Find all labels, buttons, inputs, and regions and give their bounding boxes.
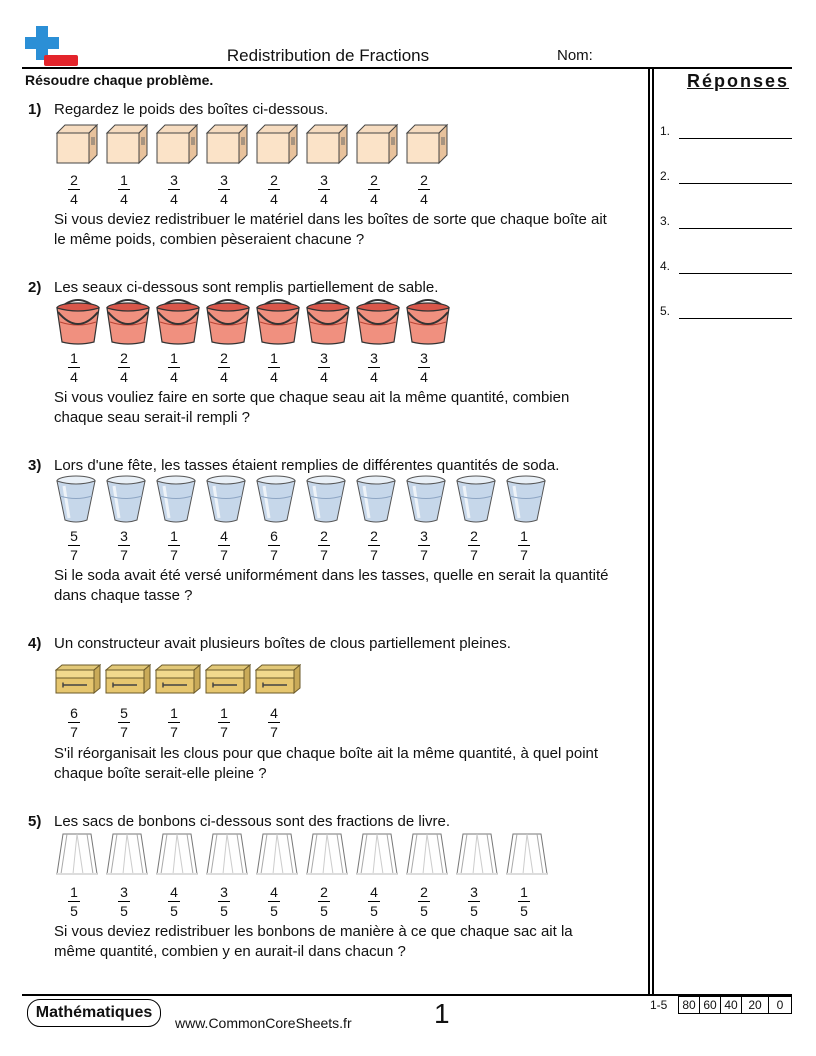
problem-question: Si vous deviez redistribuer les bonbons de manière à ce que chaque sac ait la: [54, 923, 573, 940]
cup-icon: [55, 474, 97, 529]
fraction: [209, 172, 239, 207]
fraction: [509, 528, 539, 563]
fraction-denominator: 4: [220, 191, 228, 207]
cup-icon: [105, 474, 147, 529]
bucket-icon: [305, 296, 351, 351]
candy-bag-icon: [405, 832, 449, 883]
fraction-numerator: 2: [270, 172, 278, 188]
answer-field-5[interactable]: [679, 318, 792, 319]
fraction-denominator: 4: [270, 369, 278, 385]
fraction-bar: [218, 189, 230, 190]
fraction-bar: [418, 901, 430, 902]
cup-icon: [255, 474, 297, 529]
answer-number: 1.: [660, 124, 671, 138]
answer-field-1[interactable]: [679, 138, 792, 139]
fraction-bar: [118, 901, 130, 902]
fraction-denominator: 4: [370, 369, 378, 385]
fraction-numerator: 2: [420, 172, 428, 188]
fraction-bar: [268, 722, 280, 723]
fraction-numerator: 4: [370, 884, 378, 900]
fraction-bar: [218, 545, 230, 546]
nail-box-icon: [255, 664, 301, 699]
fraction-denominator: 4: [420, 191, 428, 207]
cup-icon: [205, 474, 247, 529]
cardboard-box-icon: [105, 123, 149, 170]
bucket-icon: [405, 296, 451, 351]
fraction: [209, 350, 239, 385]
bucket-icon: [205, 296, 251, 351]
bucket-icon: [105, 296, 151, 351]
fraction-bar: [218, 901, 230, 902]
cardboard-box-icon: [55, 123, 99, 170]
problem-question: Si vous deviez redistribuer le matériel dans les boîtes de sorte que chaque boîte ait: [54, 211, 607, 228]
fraction-numerator: 1: [170, 350, 178, 366]
cup-icon: [505, 474, 547, 529]
fraction-bar: [418, 189, 430, 190]
fraction-denominator: 7: [520, 547, 528, 563]
fraction-denominator: 7: [470, 547, 478, 563]
fraction-bar: [318, 901, 330, 902]
nail-box-icon: [105, 664, 151, 699]
fraction: [109, 350, 139, 385]
fraction-bar: [118, 189, 130, 190]
candy-bag-icon: [55, 832, 99, 883]
nail-box-icon: [55, 664, 101, 699]
website-link[interactable]: www.CommonCoreSheets.fr: [175, 1015, 352, 1031]
fraction-bar: [518, 545, 530, 546]
fraction-denominator: 7: [120, 547, 128, 563]
fraction: [259, 884, 289, 919]
fraction: [259, 172, 289, 207]
score-cell: 80: [678, 996, 700, 1014]
answer-number: 5.: [660, 304, 671, 318]
problem-question: chaque seau serait-il rempli ?: [54, 409, 250, 426]
fraction-numerator: 2: [320, 528, 328, 544]
fraction-bar: [518, 901, 530, 902]
bucket-icon: [55, 296, 101, 351]
fraction-bar: [418, 545, 430, 546]
answer-divider-left: [648, 68, 650, 996]
fraction: [109, 172, 139, 207]
fraction-numerator: 3: [320, 350, 328, 366]
fraction-bar: [368, 189, 380, 190]
nail-box-icon: [205, 664, 251, 699]
fraction-numerator: 4: [270, 884, 278, 900]
fraction-denominator: 4: [120, 369, 128, 385]
fraction-bar: [168, 367, 180, 368]
fraction-denominator: 7: [120, 724, 128, 740]
cup-icon: [305, 474, 347, 529]
page-title: Redistribution de Fractions: [226, 46, 430, 65]
fraction-denominator: 7: [320, 547, 328, 563]
bucket-icon: [255, 296, 301, 351]
score-cell: 20: [741, 996, 769, 1014]
fraction-bar: [218, 367, 230, 368]
fraction-numerator: 6: [70, 705, 78, 721]
fraction: [59, 705, 89, 740]
bucket-icon: [355, 296, 401, 351]
candy-bag-icon: [255, 832, 299, 883]
cup-icon: [355, 474, 397, 529]
fraction-denominator: 5: [420, 903, 428, 919]
fraction-bar: [68, 367, 80, 368]
fraction-numerator: 1: [170, 528, 178, 544]
fraction: [209, 884, 239, 919]
fraction-numerator: 3: [420, 528, 428, 544]
fraction-denominator: 7: [70, 547, 78, 563]
fraction-numerator: 6: [270, 528, 278, 544]
fraction-bar: [418, 367, 430, 368]
fraction-numerator: 2: [470, 528, 478, 544]
fraction: [109, 884, 139, 919]
fraction-denominator: 4: [270, 191, 278, 207]
fraction-bar: [168, 545, 180, 546]
problem-intro: Un constructeur avait plusieurs boîtes de clous partiellement pleines.: [54, 635, 511, 652]
fraction: [59, 172, 89, 207]
fraction-denominator: 7: [70, 724, 78, 740]
fraction-bar: [68, 722, 80, 723]
candy-bag-icon: [455, 832, 499, 883]
candy-bag-icon: [105, 832, 149, 883]
problem-number: 3): [28, 457, 42, 474]
candy-bag-icon: [155, 832, 199, 883]
fraction-bar: [318, 367, 330, 368]
fraction: [409, 884, 439, 919]
fraction-denominator: 7: [170, 547, 178, 563]
fraction-numerator: 4: [220, 528, 228, 544]
problem-question: le même poids, combien pèseraient chacune ?: [54, 231, 365, 248]
fraction-denominator: 4: [420, 369, 428, 385]
candy-bag-icon: [355, 832, 399, 883]
problem-question: chaque boîte serait-elle pleine ?: [54, 765, 267, 782]
fraction-denominator: 4: [170, 191, 178, 207]
answer-number: 4.: [660, 259, 671, 273]
fraction: [359, 528, 389, 563]
fraction-numerator: 3: [320, 172, 328, 188]
cup-icon: [155, 474, 197, 529]
candy-bag-icon: [505, 832, 549, 883]
fraction-numerator: 2: [220, 350, 228, 366]
problem-number: 5): [28, 813, 42, 830]
fraction-bar: [268, 545, 280, 546]
fraction-numerator: 1: [270, 350, 278, 366]
fraction-numerator: 2: [120, 350, 128, 366]
problem-question: S'il réorganisait les clous pour que chaque boîte ait la même quantité, à quel point: [54, 745, 599, 762]
subject-badge: [25, 998, 165, 1028]
fraction-numerator: 3: [220, 884, 228, 900]
fraction-bar: [168, 901, 180, 902]
fraction-denominator: 5: [220, 903, 228, 919]
fraction-bar: [368, 545, 380, 546]
fraction-denominator: 5: [270, 903, 278, 919]
fraction: [309, 528, 339, 563]
fraction-denominator: 5: [470, 903, 478, 919]
candy-bag-icon: [305, 832, 349, 883]
fraction-numerator: 2: [370, 172, 378, 188]
fraction-numerator: 3: [470, 884, 478, 900]
problem-number: 4): [28, 635, 42, 652]
fraction-bar: [68, 901, 80, 902]
fraction-numerator: 2: [370, 528, 378, 544]
footer-rule: [22, 994, 792, 996]
cardboard-box-icon: [305, 123, 349, 170]
problem-question: même quantité, combien y en aurait-il dans chacun ?: [54, 943, 406, 960]
fraction: [109, 528, 139, 563]
fraction-denominator: 7: [270, 547, 278, 563]
cardboard-box-icon: [205, 123, 249, 170]
cardboard-box-icon: [355, 123, 399, 170]
fraction-denominator: 4: [70, 191, 78, 207]
fraction: [259, 705, 289, 740]
fraction-bar: [68, 189, 80, 190]
fraction: [259, 350, 289, 385]
fraction: [359, 884, 389, 919]
fraction-bar: [268, 189, 280, 190]
fraction: [109, 705, 139, 740]
problem-number: 1): [28, 101, 42, 118]
fraction-numerator: 5: [120, 705, 128, 721]
answers-title: Réponses: [686, 71, 790, 91]
fraction: [159, 172, 189, 207]
fraction: [359, 172, 389, 207]
fraction-bar: [218, 722, 230, 723]
fraction-denominator: 7: [220, 724, 228, 740]
fraction: [509, 884, 539, 919]
fraction-denominator: 4: [320, 369, 328, 385]
fraction-denominator: 7: [270, 724, 278, 740]
fraction: [409, 172, 439, 207]
subject-label: Mathématiques: [27, 999, 161, 1027]
bucket-icon: [155, 296, 201, 351]
fraction: [459, 528, 489, 563]
problem-question: dans chaque tasse ?: [54, 587, 193, 604]
fraction-numerator: 2: [320, 884, 328, 900]
problem-question: Si vous vouliez faire en sorte que chaque seau ait la même quantité, combien: [54, 389, 570, 406]
fraction-denominator: 4: [70, 369, 78, 385]
header-rule: [22, 67, 792, 69]
fraction-numerator: 1: [220, 705, 228, 721]
answer-field-2[interactable]: [679, 183, 792, 184]
fraction-denominator: 4: [170, 369, 178, 385]
fraction-bar: [268, 367, 280, 368]
fraction-numerator: 1: [70, 350, 78, 366]
score-cell: 60: [699, 996, 721, 1014]
fraction-bar: [268, 901, 280, 902]
fraction-denominator: 5: [70, 903, 78, 919]
fraction-denominator: 4: [320, 191, 328, 207]
fraction: [359, 350, 389, 385]
fraction-numerator: 3: [220, 172, 228, 188]
fraction-bar: [118, 722, 130, 723]
problem-question: Si le soda avait été versé uniformément dans les tasses, quelle en serait la quantité: [54, 567, 609, 584]
fraction-bar: [118, 367, 130, 368]
fraction: [159, 350, 189, 385]
nail-box-icon: [155, 664, 201, 699]
fraction-bar: [318, 189, 330, 190]
fraction-denominator: 5: [370, 903, 378, 919]
fraction: [209, 528, 239, 563]
fraction-numerator: 1: [170, 705, 178, 721]
fraction: [459, 884, 489, 919]
name-label: Nom:: [557, 47, 593, 64]
fraction-numerator: 1: [120, 172, 128, 188]
instructions: Résoudre chaque problème.: [25, 72, 214, 88]
fraction: [409, 350, 439, 385]
fraction-numerator: 3: [170, 172, 178, 188]
problem-intro: Les seaux ci-dessous sont remplis partiellement de sable.: [54, 279, 439, 296]
fraction-bar: [468, 901, 480, 902]
fraction-numerator: 1: [70, 884, 78, 900]
fraction-numerator: 4: [270, 705, 278, 721]
fraction: [159, 705, 189, 740]
fraction-denominator: 5: [170, 903, 178, 919]
cardboard-box-icon: [405, 123, 449, 170]
problem-intro: Regardez le poids des boîtes ci-dessous.: [54, 101, 329, 118]
fraction: [59, 528, 89, 563]
cup-icon: [455, 474, 497, 529]
fraction-numerator: 2: [420, 884, 428, 900]
fraction-bar: [368, 367, 380, 368]
answer-divider-right: [652, 68, 654, 996]
answer-field-4[interactable]: [679, 273, 792, 274]
fraction-numerator: 3: [120, 528, 128, 544]
fraction: [209, 705, 239, 740]
page-number: 1: [434, 998, 450, 1029]
cardboard-box-icon: [255, 123, 299, 170]
fraction-numerator: 1: [520, 884, 528, 900]
problem-intro: Les sacs de bonbons ci-dessous sont des fractions de livre.: [54, 813, 451, 830]
fraction-bar: [118, 545, 130, 546]
fraction-denominator: 5: [320, 903, 328, 919]
fraction-denominator: 4: [120, 191, 128, 207]
fraction-numerator: 3: [120, 884, 128, 900]
fraction-denominator: 5: [520, 903, 528, 919]
fraction-denominator: 7: [370, 547, 378, 563]
fraction-numerator: 2: [70, 172, 78, 188]
cup-icon: [405, 474, 447, 529]
answer-field-3[interactable]: [679, 228, 792, 229]
fraction: [59, 350, 89, 385]
problem-number: 2): [28, 279, 42, 296]
answer-number: 2.: [660, 169, 671, 183]
fraction-numerator: 3: [370, 350, 378, 366]
fraction-denominator: 7: [220, 547, 228, 563]
fraction: [309, 350, 339, 385]
fraction-bar: [318, 545, 330, 546]
fraction-denominator: 4: [220, 369, 228, 385]
answer-number: 3.: [660, 214, 671, 228]
fraction-numerator: 1: [520, 528, 528, 544]
fraction-numerator: 3: [420, 350, 428, 366]
cardboard-box-icon: [155, 123, 199, 170]
fraction-numerator: 5: [70, 528, 78, 544]
fraction-bar: [168, 722, 180, 723]
fraction: [409, 528, 439, 563]
fraction-numerator: 4: [170, 884, 178, 900]
candy-bag-icon: [205, 832, 249, 883]
fraction: [259, 528, 289, 563]
fraction-denominator: 7: [420, 547, 428, 563]
score-cell: 0: [768, 996, 792, 1014]
fraction-denominator: 4: [370, 191, 378, 207]
fraction-denominator: 5: [120, 903, 128, 919]
score-cell: 40: [720, 996, 742, 1014]
score-range-label: 1-5: [650, 998, 668, 1012]
fraction-bar: [168, 189, 180, 190]
fraction-bar: [68, 545, 80, 546]
problem-intro: Lors d'une fête, les tasses étaient remplies de différentes quantités de soda.: [54, 457, 560, 474]
fraction: [309, 884, 339, 919]
fraction-bar: [468, 545, 480, 546]
fraction-denominator: 7: [170, 724, 178, 740]
fraction: [59, 884, 89, 919]
fraction: [309, 172, 339, 207]
fraction: [159, 528, 189, 563]
fraction-bar: [368, 901, 380, 902]
fraction: [159, 884, 189, 919]
